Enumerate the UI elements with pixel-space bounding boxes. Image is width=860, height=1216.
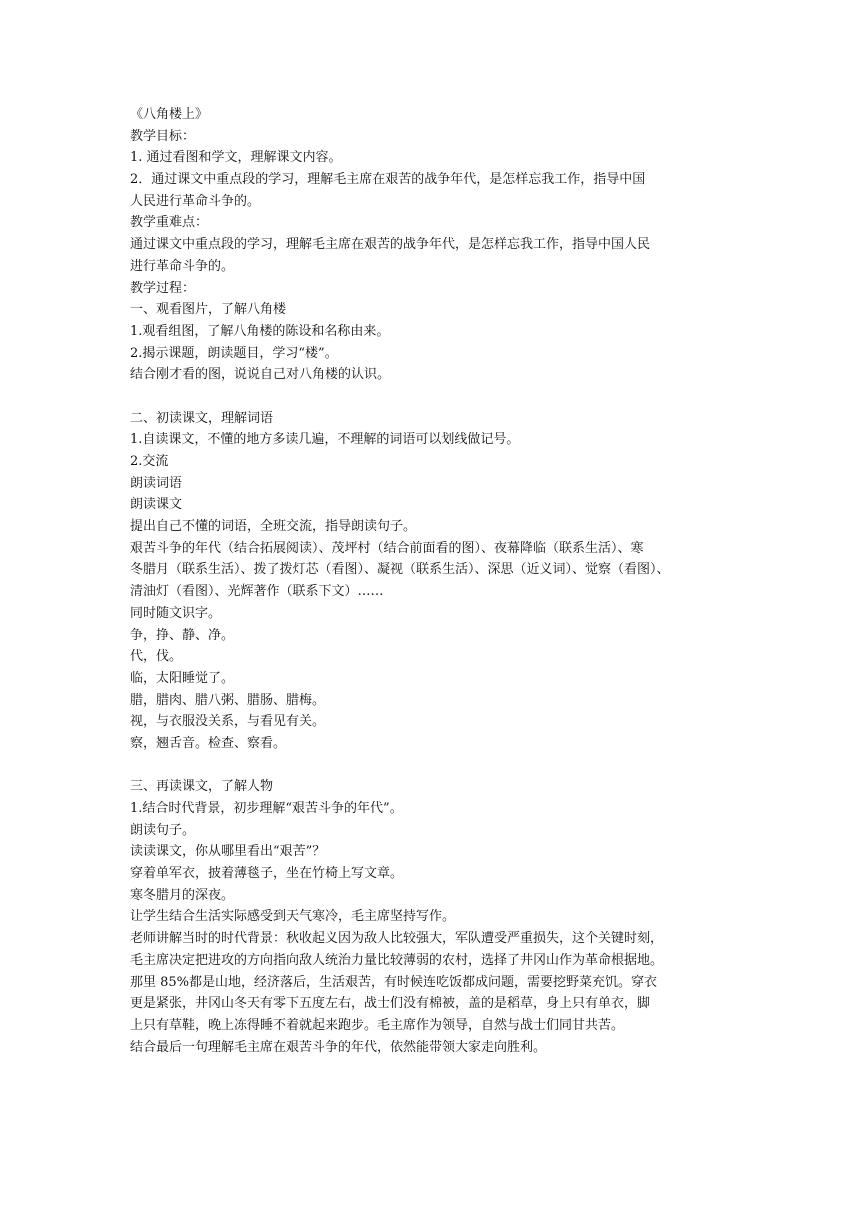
text-line: 视，与衣服没关系，与看见有关。 bbox=[130, 714, 326, 730]
document-body bbox=[130, 104, 742, 1058]
text-line: 同时随文识字。 bbox=[130, 605, 222, 621]
step-heading-two: 二、初读课文，理解词语 bbox=[130, 410, 274, 426]
text-line: 1.自读课文，不懂的地方多读几遍，不理解的词语可以划线做记号。 bbox=[130, 432, 520, 448]
step-heading-three: 三、再读课文，了解人物 bbox=[130, 779, 274, 795]
section-heading-teaching-goals: 教学目标： bbox=[130, 128, 196, 144]
text-line: 朗读词语 bbox=[130, 475, 183, 491]
text-line: 1.观看组图，了解八角楼的陈设和名称由来。 bbox=[130, 323, 390, 339]
text-line: 2.揭示课题，朗读题目，学习“楼”。 bbox=[130, 345, 338, 361]
step-heading-one: 一、观看图片，了解八角楼 bbox=[130, 302, 287, 318]
text-line: 提出自己不懂的词语，全班交流，指导朗读句子。 bbox=[130, 519, 417, 535]
text-line: 人民进行革命斗争的。 bbox=[130, 193, 261, 209]
text-line: 通过课文中重点段的学习，理解毛主席在艰苦的战争年代，是怎样忘我工作，指导中国人民 bbox=[130, 237, 651, 253]
text-line: 结合最后一句理解毛主席在艰苦斗争的年代，依然能带领大家走向胜利。 bbox=[130, 1039, 547, 1055]
text-line: 朗读课文 bbox=[130, 497, 183, 513]
text-line: 2．通过课文中重点段的学习，理解毛主席在艰苦的战争年代，是怎样忘我工作，指导中国 bbox=[130, 172, 646, 188]
section-heading-process: 教学过程： bbox=[130, 280, 196, 296]
section-heading-key-points: 教学重难点： bbox=[130, 215, 209, 231]
blank-line bbox=[130, 755, 742, 777]
text-line: 1.结合时代背景，初步理解“艰苦斗争的年代”。 bbox=[130, 801, 403, 816]
text-line: 毛主席决定把进攻的方向指向敌人统治力量比较薄弱的农村，选择了井冈山作为革命根据地。 bbox=[130, 952, 664, 968]
text-line: 临，太阳睡觉了。 bbox=[130, 670, 235, 686]
text-line: 争，挣、静、净。 bbox=[130, 627, 235, 643]
text-line: 穿着单军衣，披着薄毯子，坐在竹椅上写文章。 bbox=[130, 866, 404, 882]
blank-line bbox=[130, 386, 742, 408]
text-line: 让学生结合生活实际感受到天气寒冷，毛主席坚持写作。 bbox=[130, 909, 456, 925]
text-line: 上只有草鞋，晚上冻得睡不着就起来跑步。毛主席作为领导，自然与战士们同甘共苦。 bbox=[130, 1017, 625, 1033]
text-line: 代，伐。 bbox=[130, 649, 183, 665]
text-line: 寒冬腊月的深夜。 bbox=[130, 887, 235, 903]
text-line: 读读课文，你从哪里看出“艰苦”？ bbox=[130, 844, 326, 860]
text-line: 更是紧张，井冈山冬天有零下五度左右，战士们没有棉被，盖的是稻草，身上只有单衣，脚 bbox=[130, 996, 651, 1012]
text-line: 艰苦斗争的年代（结合拓展阅读）、茂坪村（结合前面看的图）、夜幕降临（联系生活）、寒 bbox=[130, 540, 644, 556]
document-title: 《八角楼上》 bbox=[130, 107, 209, 122]
text-line: 察，翘舌音。检查、察看。 bbox=[130, 735, 287, 751]
text-line: 2.交流 bbox=[130, 454, 169, 469]
text-line: 朗读句子。 bbox=[130, 822, 196, 838]
text-line: 冬腊月（联系生活）、拨了拨灯芯（看图）、凝视（联系生活）、深思（近义词）、觉察（看图）、 bbox=[130, 562, 670, 578]
text-line: 腊，腊肉、腊八粥、腊肠、腊梅。 bbox=[130, 692, 326, 708]
text-line: 那里 85%都是山地，经济落后，生活艰苦，有时候连吃饭都成问题，需要挖野菜充饥。穿衣 bbox=[130, 974, 658, 990]
text-line: 进行革命斗争的。 bbox=[130, 258, 235, 274]
text-line: 结合刚才看的图，说说自己对八角楼的认识。 bbox=[130, 367, 391, 383]
text-line: 清油灯（看图）、光辉著作（联系下文）…… bbox=[130, 584, 384, 600]
text-line: 老师讲解当时的时代背景：秋收起义因为敌人比较强大，军队遭受严重损失，这个关键时刻， bbox=[130, 931, 664, 947]
text-line: 1. 通过看图和学文，理解课文内容。 bbox=[130, 150, 342, 166]
